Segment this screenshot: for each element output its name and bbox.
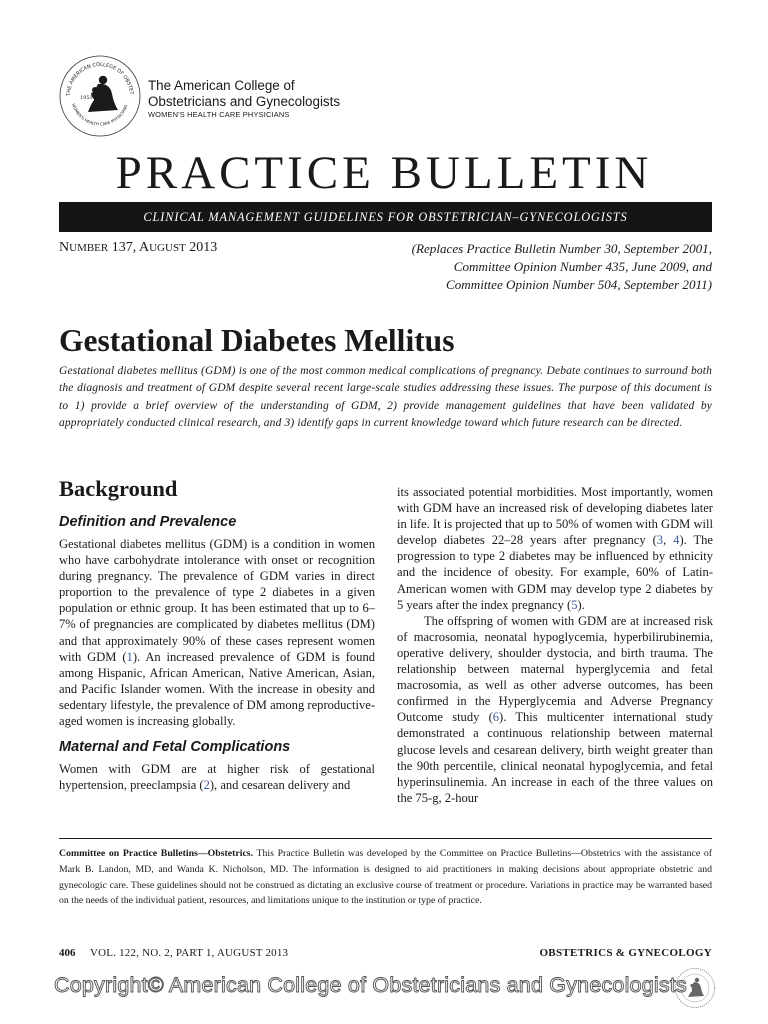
seal-text-bottom: WOMEN'S HEALTH CARE PHYSICIANS (70, 102, 129, 127)
volume-info: VOL. 122, NO. 2, PART 1, AUGUST 2013 (90, 947, 289, 959)
text-run: Gestational diabetes mellitus (GDM) is a condition in women who have carbohydrate intolerance with onset or recognition during pregnancy. The prevalence of GDM varies in direct proportion to the prevalence of type 2 diabetes in a given population or ethnic group. It has been estimated that up to 6–7% of pregnancies are complicated by diabetes mellitus (DM) and that approximately 90% of these cases represent women with GDM ( (59, 537, 375, 664)
replaces-line: Committee Opinion Number 504, September 2011) (446, 277, 712, 292)
text-run: ). This multicenter international study demonstrated a continuous relationship between maternal glucose levels and cesarean delivery, birth weight greater than the 90th percentile, clinical neonatal hypoglycemia, and fetal hyperinsulinemia. An increase in each of the three values on the 75-g, 2-hour (397, 710, 713, 805)
issue-number-value: 137, (108, 240, 139, 255)
issue-year: 2013 (185, 240, 218, 255)
citation-link[interactable]: 6 (492, 710, 500, 725)
issue-number (59, 240, 217, 256)
text-run: The offspring of women with GDM are at increased risk of macrosomia, neonatal hypoglycemia, hyperbilirubinemia, operative delivery, shoulder dystocia, and birth trauma. The relationship between maternal hyperglycemia and fetal macrosomia, as well as other adverse outcomes, has been confirmed in the Hyperglycemia and Adverse Pregnancy Outcome study ( (397, 613, 713, 725)
replaces-line: Committee Opinion Number 435, June 2009, and (453, 259, 712, 274)
document-title: Gestational Diabetes Mellitus (59, 323, 455, 358)
acog-mini-seal-icon (674, 967, 716, 1009)
org-name-line1: The American College of (148, 78, 295, 93)
left-column (59, 474, 375, 793)
replaces-note (360, 240, 712, 294)
definition-paragraph (59, 536, 375, 729)
citation-link[interactable]: 3 (656, 533, 664, 548)
complications-subheading: Maternal and Fetal Complications (59, 739, 291, 756)
acog-seal-icon (58, 54, 142, 138)
journal-name: OBSTETRICS & GYNECOLOGY (539, 947, 712, 959)
footer-divider (59, 838, 712, 839)
seal-text-top: THE AMERICAN COLLEGE OF OBSTET (65, 61, 134, 97)
copyright-watermark: Copyright© American College of Obstetricians and Gynecologists (54, 973, 687, 997)
issue-number-word: UMBER (69, 242, 109, 254)
abstract: Gestational diabetes mellitus (GDM) is one of the most common medical complications of pregnancy. Debate continues to surround both the diagnosis and treatment of GDM despite several recent large-scale studies addressing these issues. The purpose of this document is to 1) provide a brief overview of the understanding of GDM, 2) provide management guidelines that have been validated by appropriately conducted clinical research, and 3) identify gaps in current knowledge toward which future research can be directed. (59, 365, 712, 430)
citation-link[interactable]: 4 (673, 533, 680, 548)
issue-month-initial: A (138, 240, 150, 255)
background-heading: Background (59, 476, 178, 501)
page-number: 406 (59, 947, 76, 959)
banner (59, 202, 712, 232)
definition-subheading: Definition and Prevalence (59, 514, 237, 530)
text-run: , (663, 533, 674, 548)
text-run: ). An increased prevalence of GDM is found among Hispanic, African American, Native American, Asian, and Pacific Islander women. With the increase in obesity and sedentary lifestyle, the prevalence of DM among reproductive-aged women is increasing globally. (59, 649, 375, 729)
citation-link[interactable]: 5 (571, 597, 578, 612)
text-run: Women with GDM are at higher risk of gestational hypertension, preeclampsia ( (59, 762, 375, 793)
issue-month-word: UGUST (149, 242, 186, 254)
committee-name: Committee on Practice Bulletins—Obstetrics. (59, 848, 254, 859)
citation-link[interactable]: 1 (126, 649, 133, 664)
citation-link[interactable]: 2 (203, 778, 210, 793)
committee-text: This Practice Bulletin was developed by the Committee on Practice Bulletins—Obstetrics with the assistance of Mark B. Landon, MD, and Wanda K. Nicholson, MD. The information is designed to aid practitioners in making decisions about appropriate obstetric and gynecologic care. These guidelines should not be construed as dictating an exclusive course of treatment or procedure. Variations in practice may be warranted based on the needs of the individual patient, resources, and limitations unique to the institution or type of practice. (59, 848, 712, 907)
right-column (397, 484, 713, 806)
replaces-line: (Replaces Practice Bulletin Number 30, September 2001, (411, 241, 712, 256)
complications-paragraph (59, 761, 375, 793)
org-tagline: WOMEN'S HEALTH CARE PHYSICIANS (148, 110, 290, 119)
banner-text: CLINICAL MANAGEMENT GUIDELINES FOR OBSTETRICIAN–GYNECOLOGISTS (143, 210, 628, 224)
issue-number-initial: N (59, 240, 70, 255)
text-run: its associated potential morbidities. Most importantly, women with GDM have an increased risk of developing diabetes later in life. It is projected that up to 50% of women with GDM will develop diabetes 22–28 years after pregnancy ( (397, 485, 713, 548)
text-run: ). The progression to type 2 diabetes may be influenced by ethnicity and the incidence of obesity. For example, 60% of Latin-American women with GDM may develop type 2 diabetes by 5 years after the index pregnancy ( (397, 533, 713, 612)
seal-year: 1951 (80, 95, 93, 101)
text-run: ), and cesarean delivery and (209, 778, 351, 793)
offspring-paragraph (397, 613, 713, 806)
org-name-line2: Obstetricians and Gynecologists (148, 94, 341, 109)
morbidities-paragraph (397, 484, 713, 613)
committee-note (59, 846, 712, 909)
text-run: ). (577, 597, 585, 612)
bulletin-title: PRACTICE BULLETIN (115, 147, 653, 199)
